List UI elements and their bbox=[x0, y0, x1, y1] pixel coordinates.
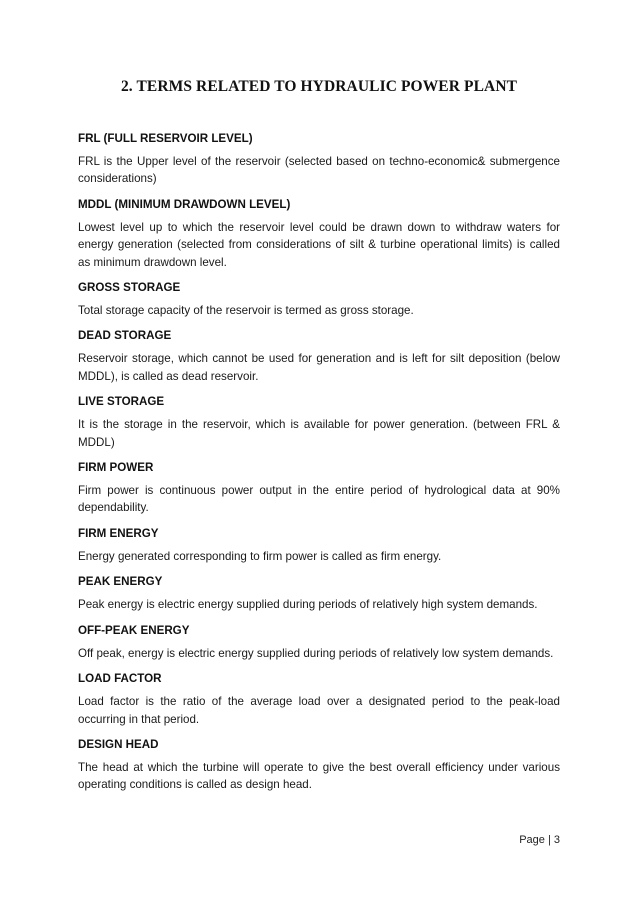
term-live-storage bbox=[78, 393, 560, 451]
term-definition: FRL is the Upper level of the reservoir (selected based on techno-economic& submergence considerations) bbox=[78, 155, 560, 186]
term-definition: It is the storage in the reservoir, which is available for power generation. (between FRL & MDDL) bbox=[78, 418, 560, 449]
term-gross-storage bbox=[78, 279, 560, 319]
term-heading: PEAK ENERGY bbox=[78, 575, 163, 589]
term-definition: Off peak, energy is electric energy supplied during periods of relatively low system demands. bbox=[78, 646, 554, 660]
term-definition: Load factor is the ratio of the average load over a designated period to the peak-load occurring in that period. bbox=[78, 695, 560, 726]
term-heading: MDDL (MINIMUM DRAWDOWN LEVEL) bbox=[78, 197, 291, 211]
term-definition: Peak energy is electric energy supplied during periods of relatively high system demands. bbox=[78, 598, 538, 612]
term-definition: Lowest level up to which the reservoir level could be drawn down to withdraw waters for energy generation (selected from considerations of silt & turbine operational limits) is called as minimum drawdown level. bbox=[78, 220, 560, 269]
term-heading: FRL (FULL RESERVOIR LEVEL) bbox=[78, 132, 253, 145]
term-design-head bbox=[78, 736, 560, 794]
page-title: 2. TERMS RELATED TO HYDRAULIC POWER PLANT bbox=[120, 78, 518, 95]
term-definition: The head at which the turbine will operate to give the best overall efficiency under various operating conditions is called as design head. bbox=[78, 760, 560, 792]
term-load-factor bbox=[78, 670, 560, 728]
term-definition: Energy generated corresponding to firm power is called as firm energy. bbox=[78, 549, 442, 563]
term-heading: LIVE STORAGE bbox=[78, 395, 165, 409]
term-heading: OFF-PEAK ENERGY bbox=[78, 623, 190, 637]
term-heading: DEAD STORAGE bbox=[78, 329, 172, 343]
term-definition: Firm power is continuous power output in the entire period of hydrological data at 90% dependability. bbox=[78, 484, 560, 515]
term-dead-storage bbox=[78, 327, 560, 385]
term-heading: FIRM ENERGY bbox=[78, 526, 159, 540]
term-off-peak-energy bbox=[78, 622, 560, 662]
term-firm-power bbox=[78, 459, 560, 517]
term-firm-energy bbox=[78, 525, 560, 565]
term-definition: Reservoir storage, which cannot be used for generation and is left for silt deposition (below MDDL), is called as dead reservoir. bbox=[78, 352, 560, 383]
page-number: Page | 3 bbox=[519, 834, 560, 846]
term-definition: Total storage capacity of the reservoir is termed as gross storage. bbox=[78, 304, 414, 318]
term-mddl bbox=[78, 196, 560, 271]
term-heading: DESIGN HEAD bbox=[78, 737, 159, 751]
term-peak-energy bbox=[78, 573, 560, 613]
term-frl bbox=[78, 130, 560, 188]
term-heading: LOAD FACTOR bbox=[78, 672, 162, 686]
term-heading: GROSS STORAGE bbox=[78, 281, 181, 295]
terms-list bbox=[78, 130, 560, 802]
term-heading: FIRM POWER bbox=[78, 461, 154, 475]
